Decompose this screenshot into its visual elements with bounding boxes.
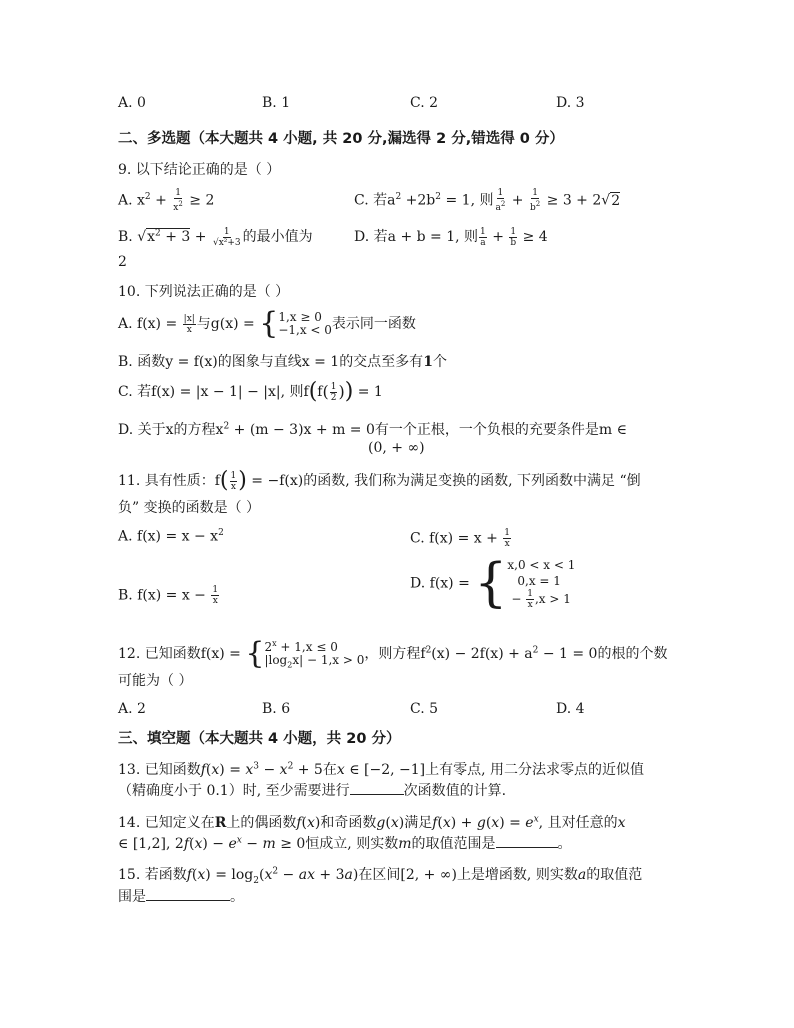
q12-option-a: A. 2	[118, 701, 146, 717]
q10-option-c: C. 若f(x) = |x − 1| − |x|, 则f(f( $\frac{1}{2}$ )) = 1	[118, 379, 383, 404]
q15-line2: 围是 。	[118, 889, 244, 905]
q13-line1: 13. 已知函数$f(x) = x^3 - x^2 + 5$在x ∈ [−2, −1]上有零点, 用二分法求零点的近似值	[118, 761, 645, 778]
section-3-heading: 三、填空题（本大题共 4 小题，共 20 分）	[118, 731, 401, 747]
q12-option-b: B. 6	[262, 701, 291, 717]
q11-stem-line2: 负” 变换的函数是（ ）	[118, 500, 261, 516]
q13-line2: （精确度小于 0.1）时, 至少需要进行 次函数值的计算.	[118, 783, 507, 799]
q11-option-c: C. f(x) = x + $\frac{1}{x}$	[410, 528, 511, 549]
q10-option-d-interval: (0, + ∞)	[368, 440, 425, 456]
q9-option-d: D. 若a + b = 1, 则 $\frac{1}{a}$ + $\frac{1}{b}$ ≥ 4	[354, 226, 548, 248]
q12-stem-line2: 可能为（ ）	[118, 673, 193, 689]
q11-option-a: A. $f(x) = x - x^2$	[118, 528, 224, 545]
q15-line1: 15. 若函数$f(x) = \log_2(x^2$ − ax + 3a)在区间[2, + ∞)上是增函数, 则实数a的取值范	[118, 866, 643, 886]
q9-option-a: A. $x^2$ + $\frac{1}{x^2}$ ≥ 2	[118, 188, 215, 213]
q9-stem: 9. 以下结论正确的是（ ）	[118, 162, 281, 178]
q14-line2: ∈ [1,2], $2f(x) - e^x - m \ge 0$恒成立, 则实数m的取值范围是 。	[118, 835, 572, 852]
q13-answer-blank[interactable]	[350, 781, 404, 795]
section-2-heading: 二、多选题（本大题共 4 小题, 共 20 分,漏选得 2 分,错选得 0 分）	[118, 131, 564, 147]
q10-stem: 10. 下列说法正确的是（ ）	[118, 284, 290, 300]
q14-answer-blank[interactable]	[496, 834, 558, 848]
q12-stem: 12. 已知函数f(x) = { $2^x + 1,x \le 0$ $|\log_2x| - 1,x > 0$ ，则方程$f^2(x) - 2f(x) + a^2 - 1 = 0$的根的个数	[118, 636, 668, 672]
q11-option-d: D. f(x) = { x,0 < x < 1 0,x = 1 − $\frac{1}{x}$ ,x > 1	[410, 553, 576, 614]
q8-option-d: D. 3	[556, 95, 585, 111]
q11-option-b: B. f(x) = x − $\frac{1}{x}$	[118, 585, 219, 606]
q10-option-d: D. 关于x的方程$x^2 + (m - 3)x + m = 0$有一个正根，一个负根的充要条件是m ∈	[118, 421, 627, 438]
q8-option-c: C. 2	[410, 95, 439, 111]
q10-option-a: A. f(x) = $\frac{|x|}{x}$ 与g(x) = { 1,x ≥ 0 −1,x < 0 表示同一函数	[118, 306, 416, 341]
q8-option-b: B. 1	[262, 95, 291, 111]
q14-line1: 14. 已知定义在R上的偶函数f(x)和奇函数g(x)满足$f(x) + g(x) = e^x$, 且对任意的x	[118, 814, 626, 831]
q8-option-a: A. 0	[118, 95, 146, 111]
q9-option-c: C. 若$a^2 +2b^2 = 1$, 则 $\frac{1}{a^2}$ + $\frac{1}{b^2}$ ≥ 3 + 2√2	[354, 188, 621, 213]
q9-option-b: B. $√x^2 + 3$ + $\frac{1}{\text{√x²+3}}$ 的最小值为	[118, 226, 313, 248]
q11-stem: 11. 具有性质：f( $\frac{1}{x}$ ) = −f(x)的函数, 我们称为满足变换的函数, 下列函数中满足 “倒	[118, 468, 641, 493]
q12-option-d: D. 4	[556, 701, 585, 717]
q12-option-c: C. 5	[410, 701, 439, 717]
q15-answer-blank[interactable]	[146, 887, 230, 901]
q10-option-b: B. 函数y = f(x)的图象与直线x = 1的交点至多有1个	[118, 354, 447, 370]
q9-option-b-continued: 2	[118, 254, 127, 270]
